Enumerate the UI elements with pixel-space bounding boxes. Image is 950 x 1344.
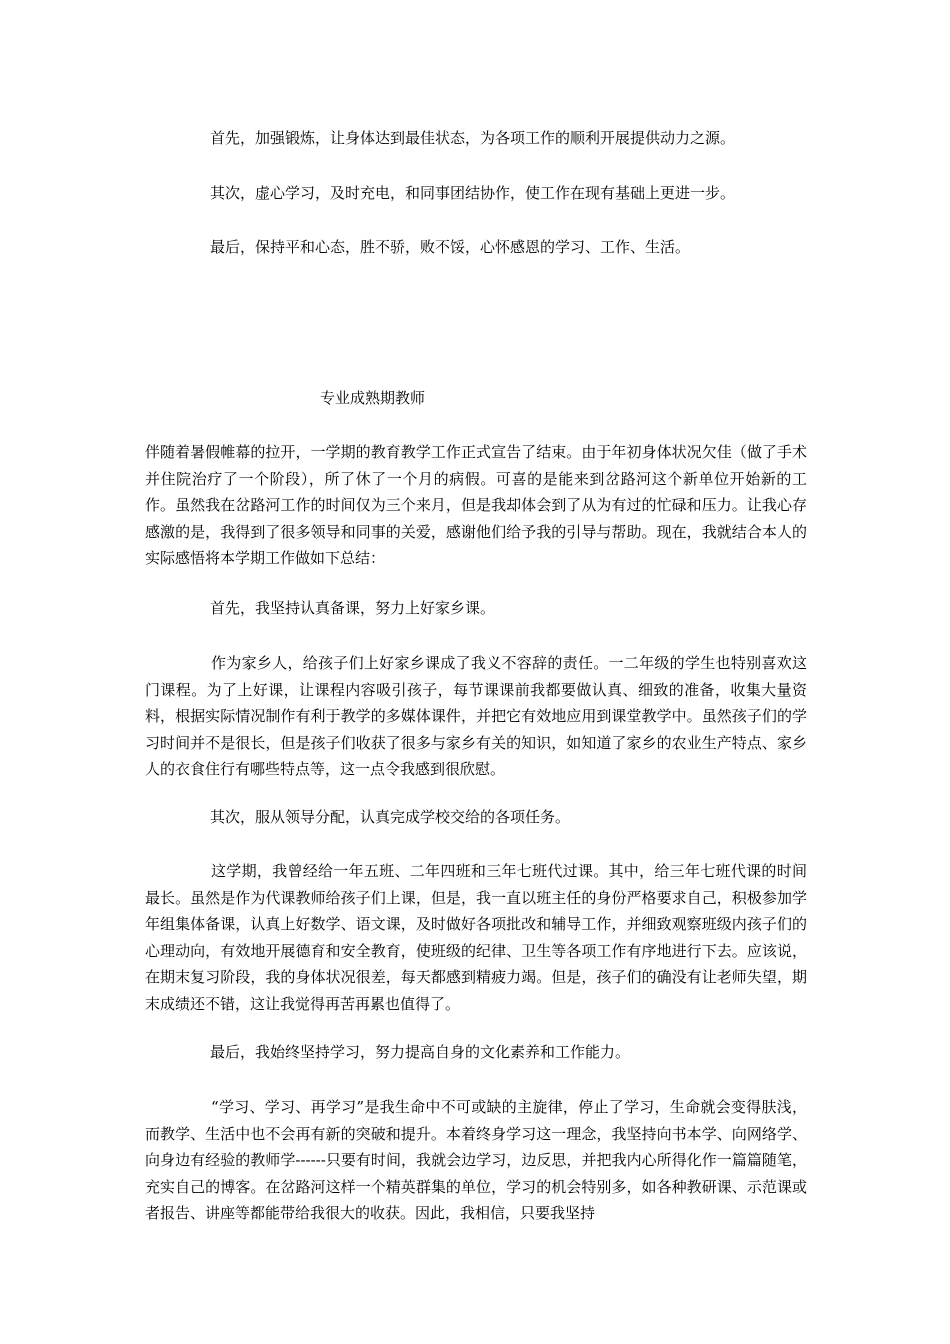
intro-line-3: 最后，保持平和心态，胜不骄，败不馁，心怀感恩的学习、工作、生活。 [210, 238, 691, 256]
section3-heading: 最后，我始终坚持学习，努力提高自身的文化素养和工作能力。 [210, 1043, 631, 1061]
section1-heading: 首先，我坚持认真备课，努力上好家乡课。 [210, 599, 496, 617]
intro-paragraph: 伴随着暑假帷幕的拉开，一学期的教育教学工作正式宣告了结束。由于年初身体状况欠佳（做了手术并住院治疗了一个阶段），所了休了一个月的病假。可喜的是能来到岔路河这个新单位开始新的工作。虽然我在岔路河工作的时间仅为三个来月，但是我却体会到了从为有过的忙碌和压力。让我心存感激的是，我得到了很多领导和同事的关爱，感谢他们给予我的引导与帮助。现在，我就结合本人的实际感悟将本学期工作做如下总结： [145, 443, 807, 567]
section2-text: 这学期，我曾经给一年五班、二年四班和三年七班代过课。其中，给三年七班代课的时间最长。虽然是作为代课教师给孩子们上课，但是，我一直以班主任的身份严格要求自己，积极参加学年组集体备课，认真上好数学、语文课，及时做好各项批改和辅导工作，并细致观察班级内孩子们的心理动向，有效地开展德育和安全教育，使班级的纪律、卫生等各项工作有序地进行下去。应该说，在期末复习阶段，我的身体状况很差，每天都感到精疲力竭。但是，孩子们的确没有让老师失望，期末成绩还不错，这让我觉得再苦再累也值得了。 [145, 862, 807, 1013]
intro-line-2: 其次，虚心学习，及时充电，和同事团结协作，使工作在现有基础上更进一步。 [210, 184, 736, 202]
document-title: 专业成熟期教师 [320, 389, 426, 407]
intro-line-1: 首先，加强锻炼，让身体达到最佳状态，为各项工作的顺利开展提供动力之源。 [210, 129, 736, 147]
section3-text: “学习、学习、再学习”是我生命中不可或缺的主旋律，停止了学习，生命就会变得肤浅，而教学、生活中也不会再有新的突破和提升。本着终身学习这一理念，我坚持向书本学、向网络学、向身边有经验的教师学------只要有时间，我就会边学习，边反思，并把我内心所得化作一篇篇随笔，充实自己的博客。在岔路河这样一个精英群集的单位，学习的机会特别多，如各种教研课、示范课或者报告、讲座等都能带给我很大的收获。因此，我相信，只要我坚持 [145, 1098, 807, 1222]
section1-text: 作为家乡人，给孩子们上好家乡课成了我义不容辞的责任。一二年级的学生也特别喜欢这门课程。为了上好课，让课程内容吸引孩子，每节课课前我都要做认真、细致的准备，收集大量资料，根据实际情况制作有利于教学的多媒体课件，并把它有效地应用到课堂教学中。虽然孩子们的学习时间并不是很长，但是孩子们收获了很多与家乡有关的知识，如知道了家乡的农业生产特点、家乡人的衣食住行有哪些特点等，这一点令我感到很欣慰。 [145, 654, 807, 778]
section2-heading: 其次，服从领导分配，认真完成学校交给的各项任务。 [210, 808, 571, 826]
